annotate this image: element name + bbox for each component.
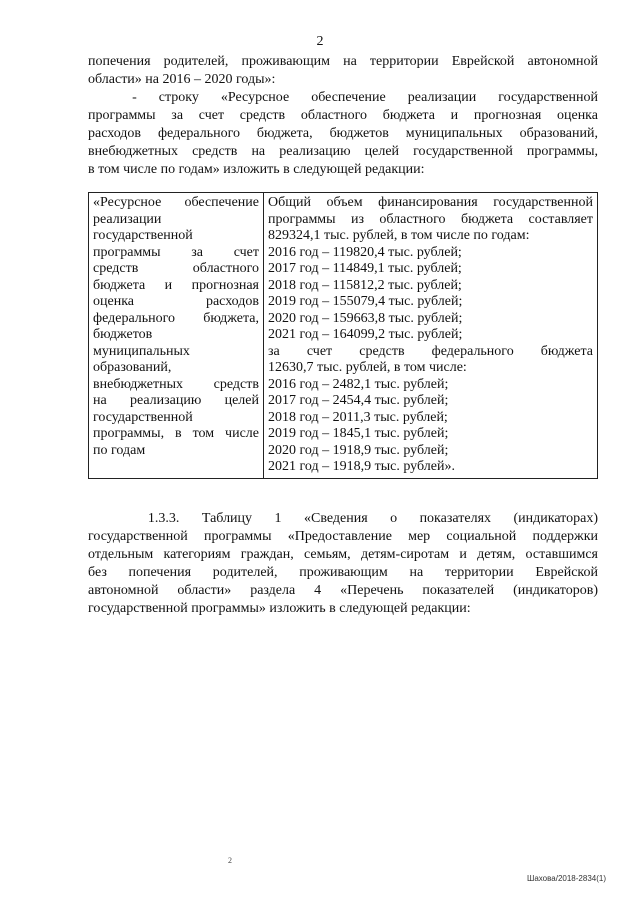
cell-text: 2016 год – 119820,4 тыс. рублей; <box>268 244 462 260</box>
section-paragraph <box>88 510 598 618</box>
table-row <box>89 193 598 479</box>
cell-text: программы за счет <box>93 244 259 260</box>
cell-text: 2021 год – 1918,9 тыс. рублей». <box>268 459 455 474</box>
cell-text: 2020 год – 159663,8 тыс. рублей; <box>268 310 463 326</box>
intro-line: области» на 2016 – 2020 годы»: <box>88 72 276 87</box>
cell-text: 2021 год – 164099,2 тыс. рублей; <box>268 327 463 342</box>
cell-text: внебюджетных средств <box>93 376 259 392</box>
table-cell-value <box>264 193 598 479</box>
page-number: 2 <box>316 34 324 49</box>
cell-text: 829324,1 тыс. рублей, в том числе по годам: <box>268 228 530 243</box>
cell-text: «Ресурсное обеспечение <box>93 195 259 210</box>
document-code: Шахова/2018-2834(1) <box>526 874 606 883</box>
cell-text: программы из областного бюджета составляет <box>268 211 593 227</box>
section-line: государственной программы» изложить в следующей редакции: <box>88 601 471 616</box>
intro-line: попечения родителей, проживающим на территории Еврейской автономной <box>88 54 598 69</box>
cell-text: 2019 год – 155079,4 тыс. рублей; <box>268 294 463 309</box>
funding-table <box>88 192 598 479</box>
cell-text: 2018 год – 2011,3 тыс. рублей; <box>268 409 448 425</box>
intro-line: расходов федерального бюджета, бюджетов муниципальных образований, <box>88 126 598 141</box>
cell-text: 2020 год – 1918,9 тыс. рублей; <box>268 442 449 458</box>
cell-text: оценка расходов <box>93 294 259 309</box>
section-line: отдельным категориям граждан, семьям, детям-сиротам и детям, оставшимся <box>88 547 598 562</box>
cell-text: муниципальных <box>93 343 190 359</box>
cell-text: за счет средств федерального бюджета <box>268 343 593 359</box>
intro-line: внебюджетных средств на реализацию целей государственной программы, <box>88 144 598 159</box>
cell-text: Общий объем финансирования государственной <box>268 195 593 210</box>
cell-text: образований, <box>93 360 172 375</box>
cell-text: 2018 год – 115812,2 тыс. рублей; <box>268 277 462 293</box>
cell-text: бюджета и прогнозная <box>93 277 259 293</box>
cell-text: 2017 год – 114849,1 тыс. рублей; <box>268 261 462 276</box>
cell-text: 2016 год – 2482,1 тыс. рублей; <box>268 376 449 392</box>
cell-text: программы, в том числе <box>93 426 259 441</box>
cell-text: на реализацию целей <box>93 393 259 408</box>
intro-paragraph <box>88 53 598 179</box>
section-line: государственной программы «Предоставление мер социальной поддержки <box>88 529 598 544</box>
intro-line: программы за счет средств областного бюджета и прогнозная оценка <box>88 108 598 123</box>
cell-text: 2019 год – 1845,1 тыс. рублей; <box>268 426 449 441</box>
intro-line: в том числе по годам» изложить в следующей редакции: <box>88 162 425 177</box>
cell-text: средств областного <box>93 261 259 276</box>
section-line: автономной области» раздела 4 «Перечень показателей (индикаторов) <box>88 583 598 598</box>
intro-line: - строку «Ресурсное обеспечение реализации государственной <box>88 90 598 105</box>
cell-text: по годам <box>93 442 146 458</box>
table-cell-label <box>89 193 264 479</box>
cell-text: федерального бюджета, <box>93 310 259 326</box>
cell-text: государственной <box>93 409 193 425</box>
cell-text: государственной <box>93 228 193 243</box>
section-line: без попечения родителей, проживающим на территории Еврейской <box>88 565 598 580</box>
cell-text: 12630,7 тыс. рублей, в том числе: <box>268 360 467 375</box>
section-line: 1.3.3. Таблицу 1 «Сведения о показателях (индикаторах) <box>88 511 598 526</box>
cell-text: 2017 год – 2454,4 тыс. рублей; <box>268 393 449 408</box>
footer-mark: 2 <box>228 856 232 865</box>
cell-text: бюджетов <box>93 327 153 342</box>
cell-text: реализации <box>93 211 162 227</box>
